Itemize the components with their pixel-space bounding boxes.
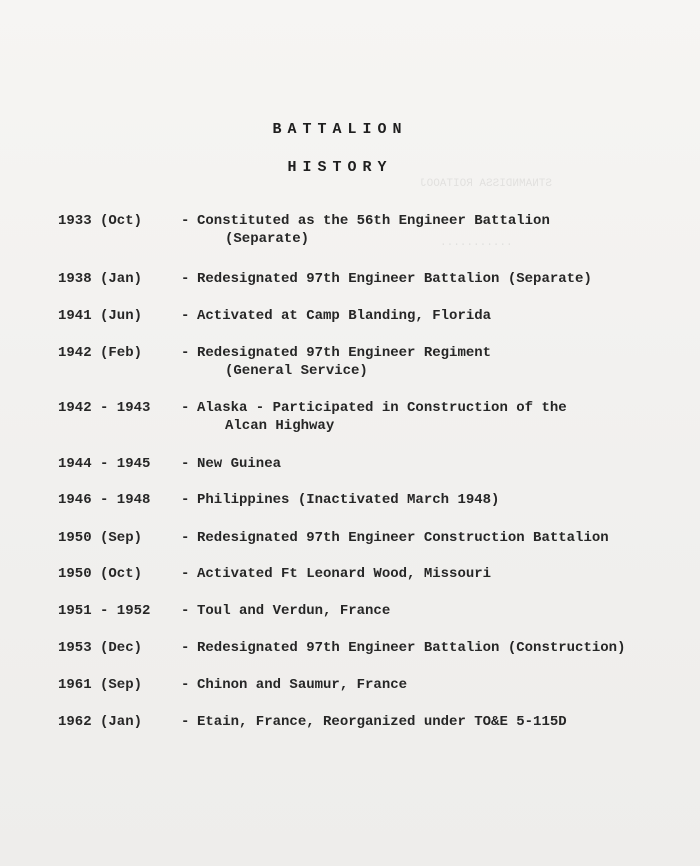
entry-description-line1: Redesignated 97th Engineer Regiment — [197, 345, 492, 361]
entry-description-line2: Alcan Highway — [225, 418, 335, 434]
history-entry — [58, 676, 407, 694]
entry-date: 1961 (Sep) — [58, 677, 143, 693]
entry-separator: - — [181, 271, 190, 287]
entry-separator: - — [181, 640, 190, 656]
entry-description-line1: Philippines (Inactivated March 1948) — [197, 492, 500, 508]
entry-date: 1946 - 1948 — [58, 492, 151, 508]
entry-description-line1: Chinon and Saumur, France — [197, 677, 408, 693]
entry-description-line1: Redesignated 97th Engineer Battalion (Construction) — [197, 640, 626, 656]
entry-description — [197, 307, 491, 325]
entry-description-line1: Toul and Verdun, France — [197, 603, 391, 619]
entry-date: 1942 - 1943 — [58, 400, 151, 416]
entry-description — [197, 565, 491, 583]
history-entry — [58, 399, 567, 435]
entry-description-line1: Redesignated 97th Engineer Battalion (Separate) — [197, 271, 592, 287]
entry-description — [197, 713, 567, 731]
entry-date: 1941 (Jun) — [58, 308, 143, 324]
entry-description — [197, 455, 281, 473]
history-entry — [58, 270, 592, 288]
entry-separator: - — [181, 456, 190, 472]
entry-date: 1951 - 1952 — [58, 603, 151, 619]
entry-description — [197, 602, 390, 620]
history-entry — [58, 344, 491, 380]
entry-date: 1942 (Feb) — [58, 345, 143, 361]
entry-date: 1950 (Sep) — [58, 530, 143, 546]
history-entry — [58, 307, 491, 325]
entry-separator: - — [181, 677, 190, 693]
entry-separator: - — [181, 530, 190, 546]
entry-date: 1962 (Jan) — [58, 714, 143, 730]
entry-description-line1: Activated Ft Leonard Wood, Missouri — [197, 566, 492, 582]
entry-date: 1950 (Oct) — [58, 566, 143, 582]
bleed-through-text: STNAMNDISSA ROITAOOJ — [420, 178, 553, 190]
entry-description — [197, 399, 567, 435]
entry-description-line1: New Guinea — [197, 456, 282, 472]
history-entry — [58, 212, 550, 248]
entry-separator: - — [181, 603, 190, 619]
entry-description — [197, 491, 499, 509]
entry-description-line1: Activated at Camp Blanding, Florida — [197, 308, 492, 324]
entry-description — [197, 344, 491, 380]
entry-date: 1938 (Jan) — [58, 271, 143, 287]
history-entry — [58, 713, 567, 731]
entry-separator: - — [181, 566, 190, 582]
history-entry — [58, 455, 281, 473]
entry-description — [197, 639, 625, 657]
entry-description-line1: Etain, France, Reorganized under TO&E 5-115D — [197, 714, 567, 730]
entry-separator: - — [181, 213, 190, 229]
entry-separator: - — [181, 345, 190, 361]
entry-separator: - — [181, 492, 190, 508]
history-entry — [58, 565, 491, 583]
entry-date: 1953 (Dec) — [58, 640, 143, 656]
entry-separator: - — [181, 308, 190, 324]
title-line-2: HISTORY — [287, 159, 393, 176]
entry-description — [197, 529, 609, 547]
history-entry — [58, 529, 609, 547]
title-line-1: BATTALION — [272, 121, 408, 138]
entry-description — [197, 270, 592, 288]
history-entry — [58, 602, 390, 620]
entry-description — [197, 212, 550, 248]
entry-description-line1: Redesignated 97th Engineer Construction Battalion — [197, 530, 609, 546]
entry-separator: - — [181, 714, 190, 730]
entry-description — [197, 676, 407, 694]
entry-date: 1933 (Oct) — [58, 213, 143, 229]
entry-separator: - — [181, 400, 190, 416]
history-entry — [58, 491, 499, 509]
history-entry — [58, 639, 625, 657]
entry-description-line2: (General Service) — [225, 363, 368, 379]
entry-description-line2: (Separate) — [225, 231, 310, 247]
entry-description-line1: Constituted as the 56th Engineer Battalion — [197, 213, 550, 229]
bleed-through-text: ........... — [440, 237, 513, 249]
entry-description-line1: Alaska - Participated in Construction of the — [197, 400, 567, 416]
entry-date: 1944 - 1945 — [58, 456, 151, 472]
